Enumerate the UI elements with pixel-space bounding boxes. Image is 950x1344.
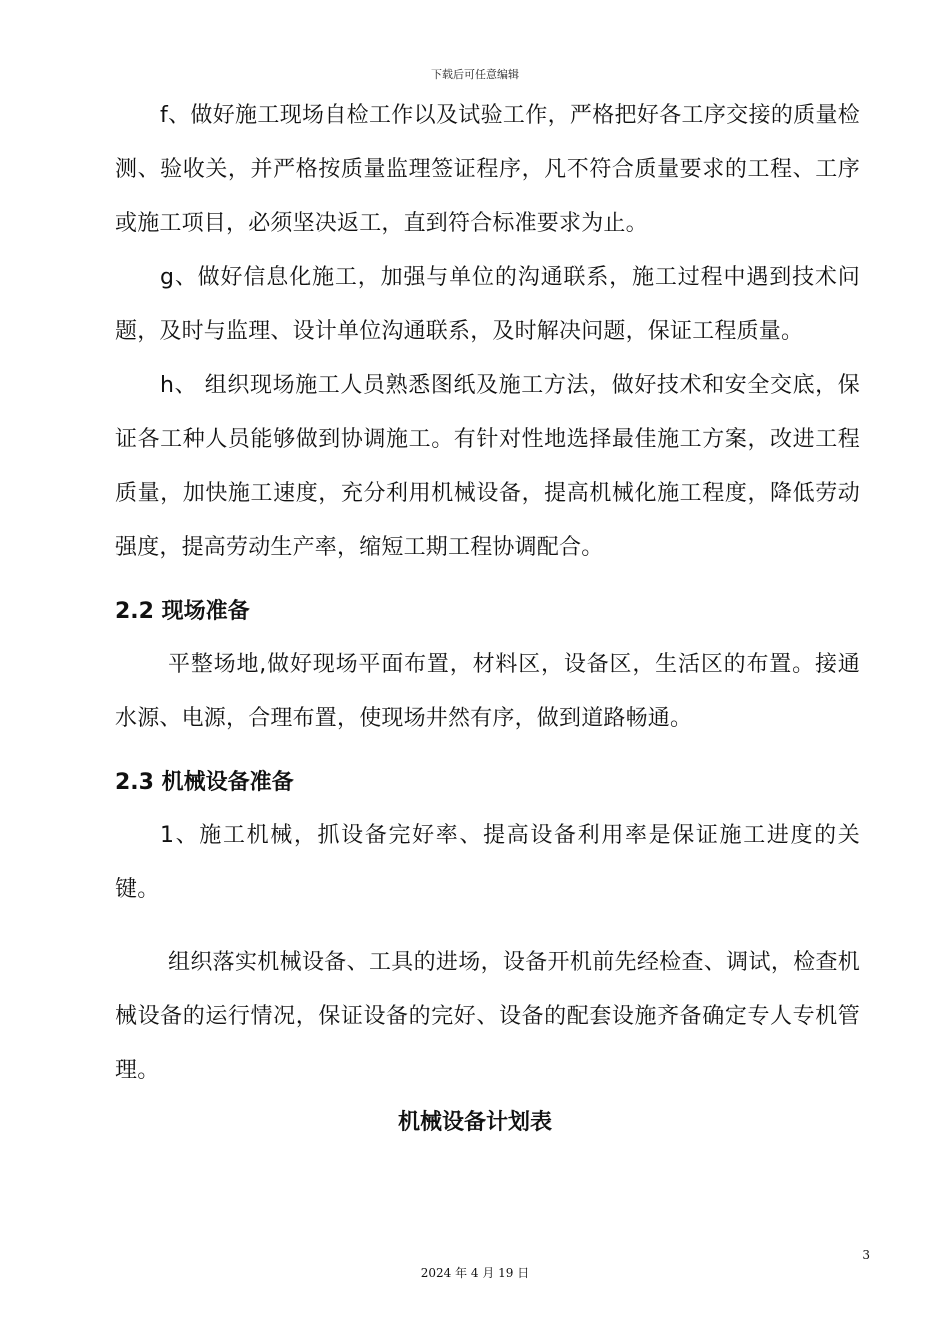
body-block-3: [115, 809, 860, 917]
page-number: 3: [862, 1248, 870, 1262]
paragraph-site-prep: 平整场地,做好现场平面布置，材料区，设备区，生活区的布置。接通水源、电源，合理布置，使现场井然有序，做到道路畅通。: [115, 652, 860, 731]
body-block-1: [115, 89, 860, 575]
section-heading-2-2: 2.2 现场准备: [115, 599, 250, 624]
body-block-2: [115, 638, 860, 746]
paragraph-f: f、做好施工现场自检工作以及试验工作，严格把好各工序交接的质量检测、验收关，并严格按质量监理签证程序，凡不符合质量要求的工程、工序或施工项目，必须坚决返工，直到符合标准要求为止。: [115, 103, 860, 236]
table-title: 机械设备计划表: [397, 1110, 552, 1135]
section-heading-2-3: 2.3 机械设备准备: [115, 770, 294, 795]
header-note: 下载后可任意编辑: [431, 68, 519, 81]
footer-date: 2024 年 4 月 19 日: [420, 1266, 530, 1280]
paragraph-1: 1、施工机械，抓设备完好率、提高设备利用率是保证施工进度的关键。: [115, 823, 860, 902]
paragraph-g: g、做好信息化施工，加强与单位的沟通联系，施工过程中遇到技术问题，及时与监理、设计单位沟通联系，及时解决问题，保证工程质量。: [115, 265, 860, 344]
body-block-4: [115, 936, 860, 1098]
paragraph-organize: 组织落实机械设备、工具的进场，设备开机前先经检查、调试，检查机械设备的运行情况，保证设备的完好、设备的配套设施齐备确定专人专机管理。: [115, 950, 860, 1083]
paragraph-h: h、 组织现场施工人员熟悉图纸及施工方法，做好技术和安全交底，保证各工种人员能够做到协调施工。有针对性地选择最佳施工方案，改进工程质量，加快施工速度，充分利用机械设备，提高机械化施工程度，降低劳动强度，提高劳动生产率，缩短工期工程协调配合。: [115, 373, 860, 560]
